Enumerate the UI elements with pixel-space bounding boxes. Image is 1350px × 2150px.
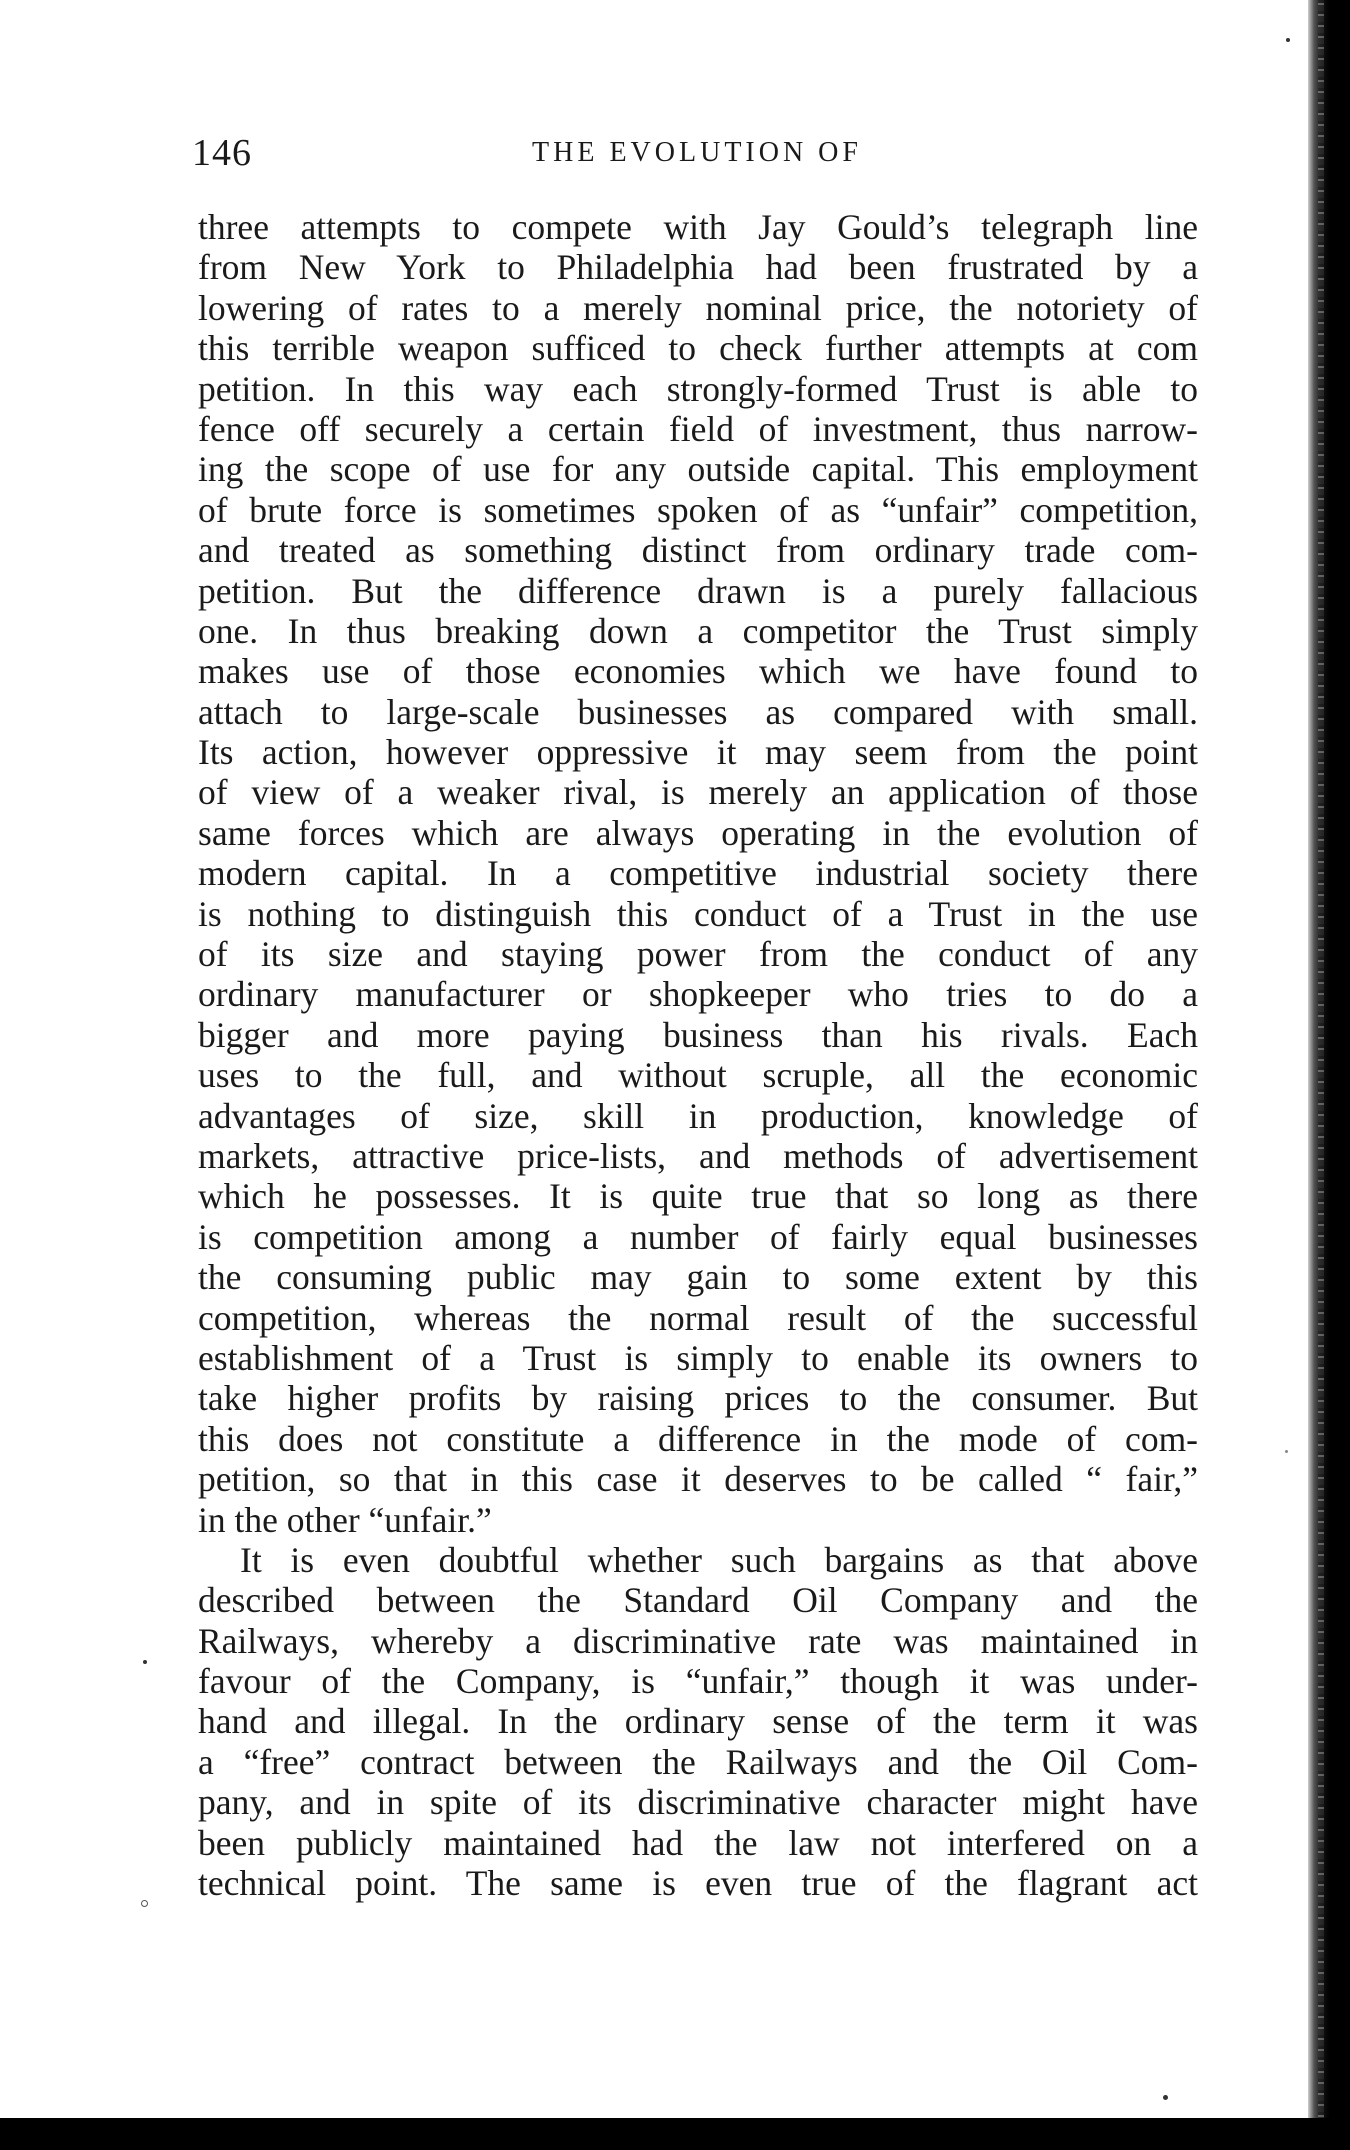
text-line: same forces which are always operating in the evolution of: [198, 812, 1198, 853]
text-line: establishment of a Trust is simply to enable its owners to: [198, 1337, 1198, 1378]
text-line: pany, and in spite of its discriminative character might have: [198, 1782, 1198, 1823]
text-line: hand and illegal. In the ordinary sense of the term it was: [198, 1701, 1198, 1742]
text-line: ordinary manufacturer or shopkeeper who tries to do a: [198, 974, 1198, 1015]
text-line: one. In thus breaking down a competitor the Trust simply: [198, 610, 1198, 651]
text-line: ing the scope of use for any outside capital. This employment: [198, 449, 1198, 490]
text-line: fence off securely a certain field of investment, thus narrow-: [198, 408, 1198, 449]
ink-speck: [143, 1660, 147, 1664]
running-title: THE EVOLUTION OF: [532, 137, 862, 168]
running-head: [192, 128, 1202, 178]
text-line: from New York to Philadelphia had been frustrated by a: [198, 247, 1198, 288]
ink-speck: [141, 1900, 148, 1907]
text-line: favour of the Company, is “unfair,” though it was under-: [198, 1661, 1198, 1702]
text-line: of view of a weaker rival, is merely an application of those: [198, 772, 1198, 813]
body-text: [198, 207, 1198, 1903]
text-line: petition. In this way each strongly-formed Trust is able to: [198, 368, 1198, 409]
text-line: of brute force is sometimes spoken of as “unfair” competition,: [198, 489, 1198, 530]
text-line: in the other “unfair.”: [198, 1499, 492, 1540]
page-number: 146: [192, 132, 252, 174]
page-edge-shadow: [1308, 0, 1350, 2150]
text-line: take higher profits by raising prices to the consumer. But: [198, 1378, 1198, 1419]
text-line: Its action, however oppressive it may seem from the point: [198, 732, 1198, 773]
text-line: makes use of those economies which we have found to: [198, 651, 1198, 692]
text-line: is competition among a number of fairly equal businesses: [198, 1216, 1198, 1257]
bottom-edge-shadow: [0, 2118, 1350, 2150]
text-line: modern capital. In a competitive industrial society there: [198, 853, 1198, 894]
text-line: three attempts to compete with Jay Gould’s telegraph line: [198, 207, 1198, 247]
text-line: lowering of rates to a merely nominal price, the notoriety of: [198, 287, 1198, 328]
text-line: been publicly maintained had the law not interfered on a: [198, 1822, 1198, 1863]
text-line: a “free” contract between the Railways and the Oil Com-: [198, 1741, 1198, 1782]
text-line: uses to the full, and without scruple, all the economic: [198, 1055, 1198, 1096]
text-line: petition. But the difference drawn is a purely fallacious: [198, 570, 1198, 611]
text-line: this does not constitute a difference in the mode of com-: [198, 1418, 1198, 1459]
ink-speck: [1285, 1450, 1288, 1453]
text-line: which he possesses. It is quite true that so long as there: [198, 1176, 1198, 1217]
text-line: petition, so that in this case it deserves to be called “ fair,”: [198, 1459, 1198, 1500]
page-edge-texture: [1318, 0, 1324, 2150]
text-line: bigger and more paying business than his rivals. Each: [198, 1014, 1198, 1055]
ink-speck: [1286, 38, 1290, 42]
text-line: and treated as something distinct from ordinary trade com-: [198, 530, 1198, 571]
text-line: the consuming public may gain to some extent by this: [198, 1257, 1198, 1298]
text-line: is nothing to distinguish this conduct of a Trust in the use: [198, 893, 1198, 934]
text-line: described between the Standard Oil Company and the: [198, 1580, 1198, 1621]
ink-speck: [1163, 2095, 1168, 2100]
text-line: It is even doubtful whether such bargains as that above: [240, 1539, 1198, 1580]
text-line: of its size and staying power from the conduct of any: [198, 934, 1198, 975]
text-line: this terrible weapon sufficed to check further attempts at com: [198, 328, 1198, 369]
text-line: advantages of size, skill in production, knowledge of: [198, 1095, 1198, 1136]
text-line: markets, attractive price-lists, and methods of advertisement: [198, 1135, 1198, 1176]
text-line: attach to large-scale businesses as compared with small.: [198, 691, 1198, 732]
text-line: competition, whereas the normal result of the successful: [198, 1297, 1198, 1338]
text-line: Railways, whereby a discriminative rate was maintained in: [198, 1620, 1198, 1661]
text-line: technical point. The same is even true of the flagrant act: [198, 1863, 1198, 1904]
